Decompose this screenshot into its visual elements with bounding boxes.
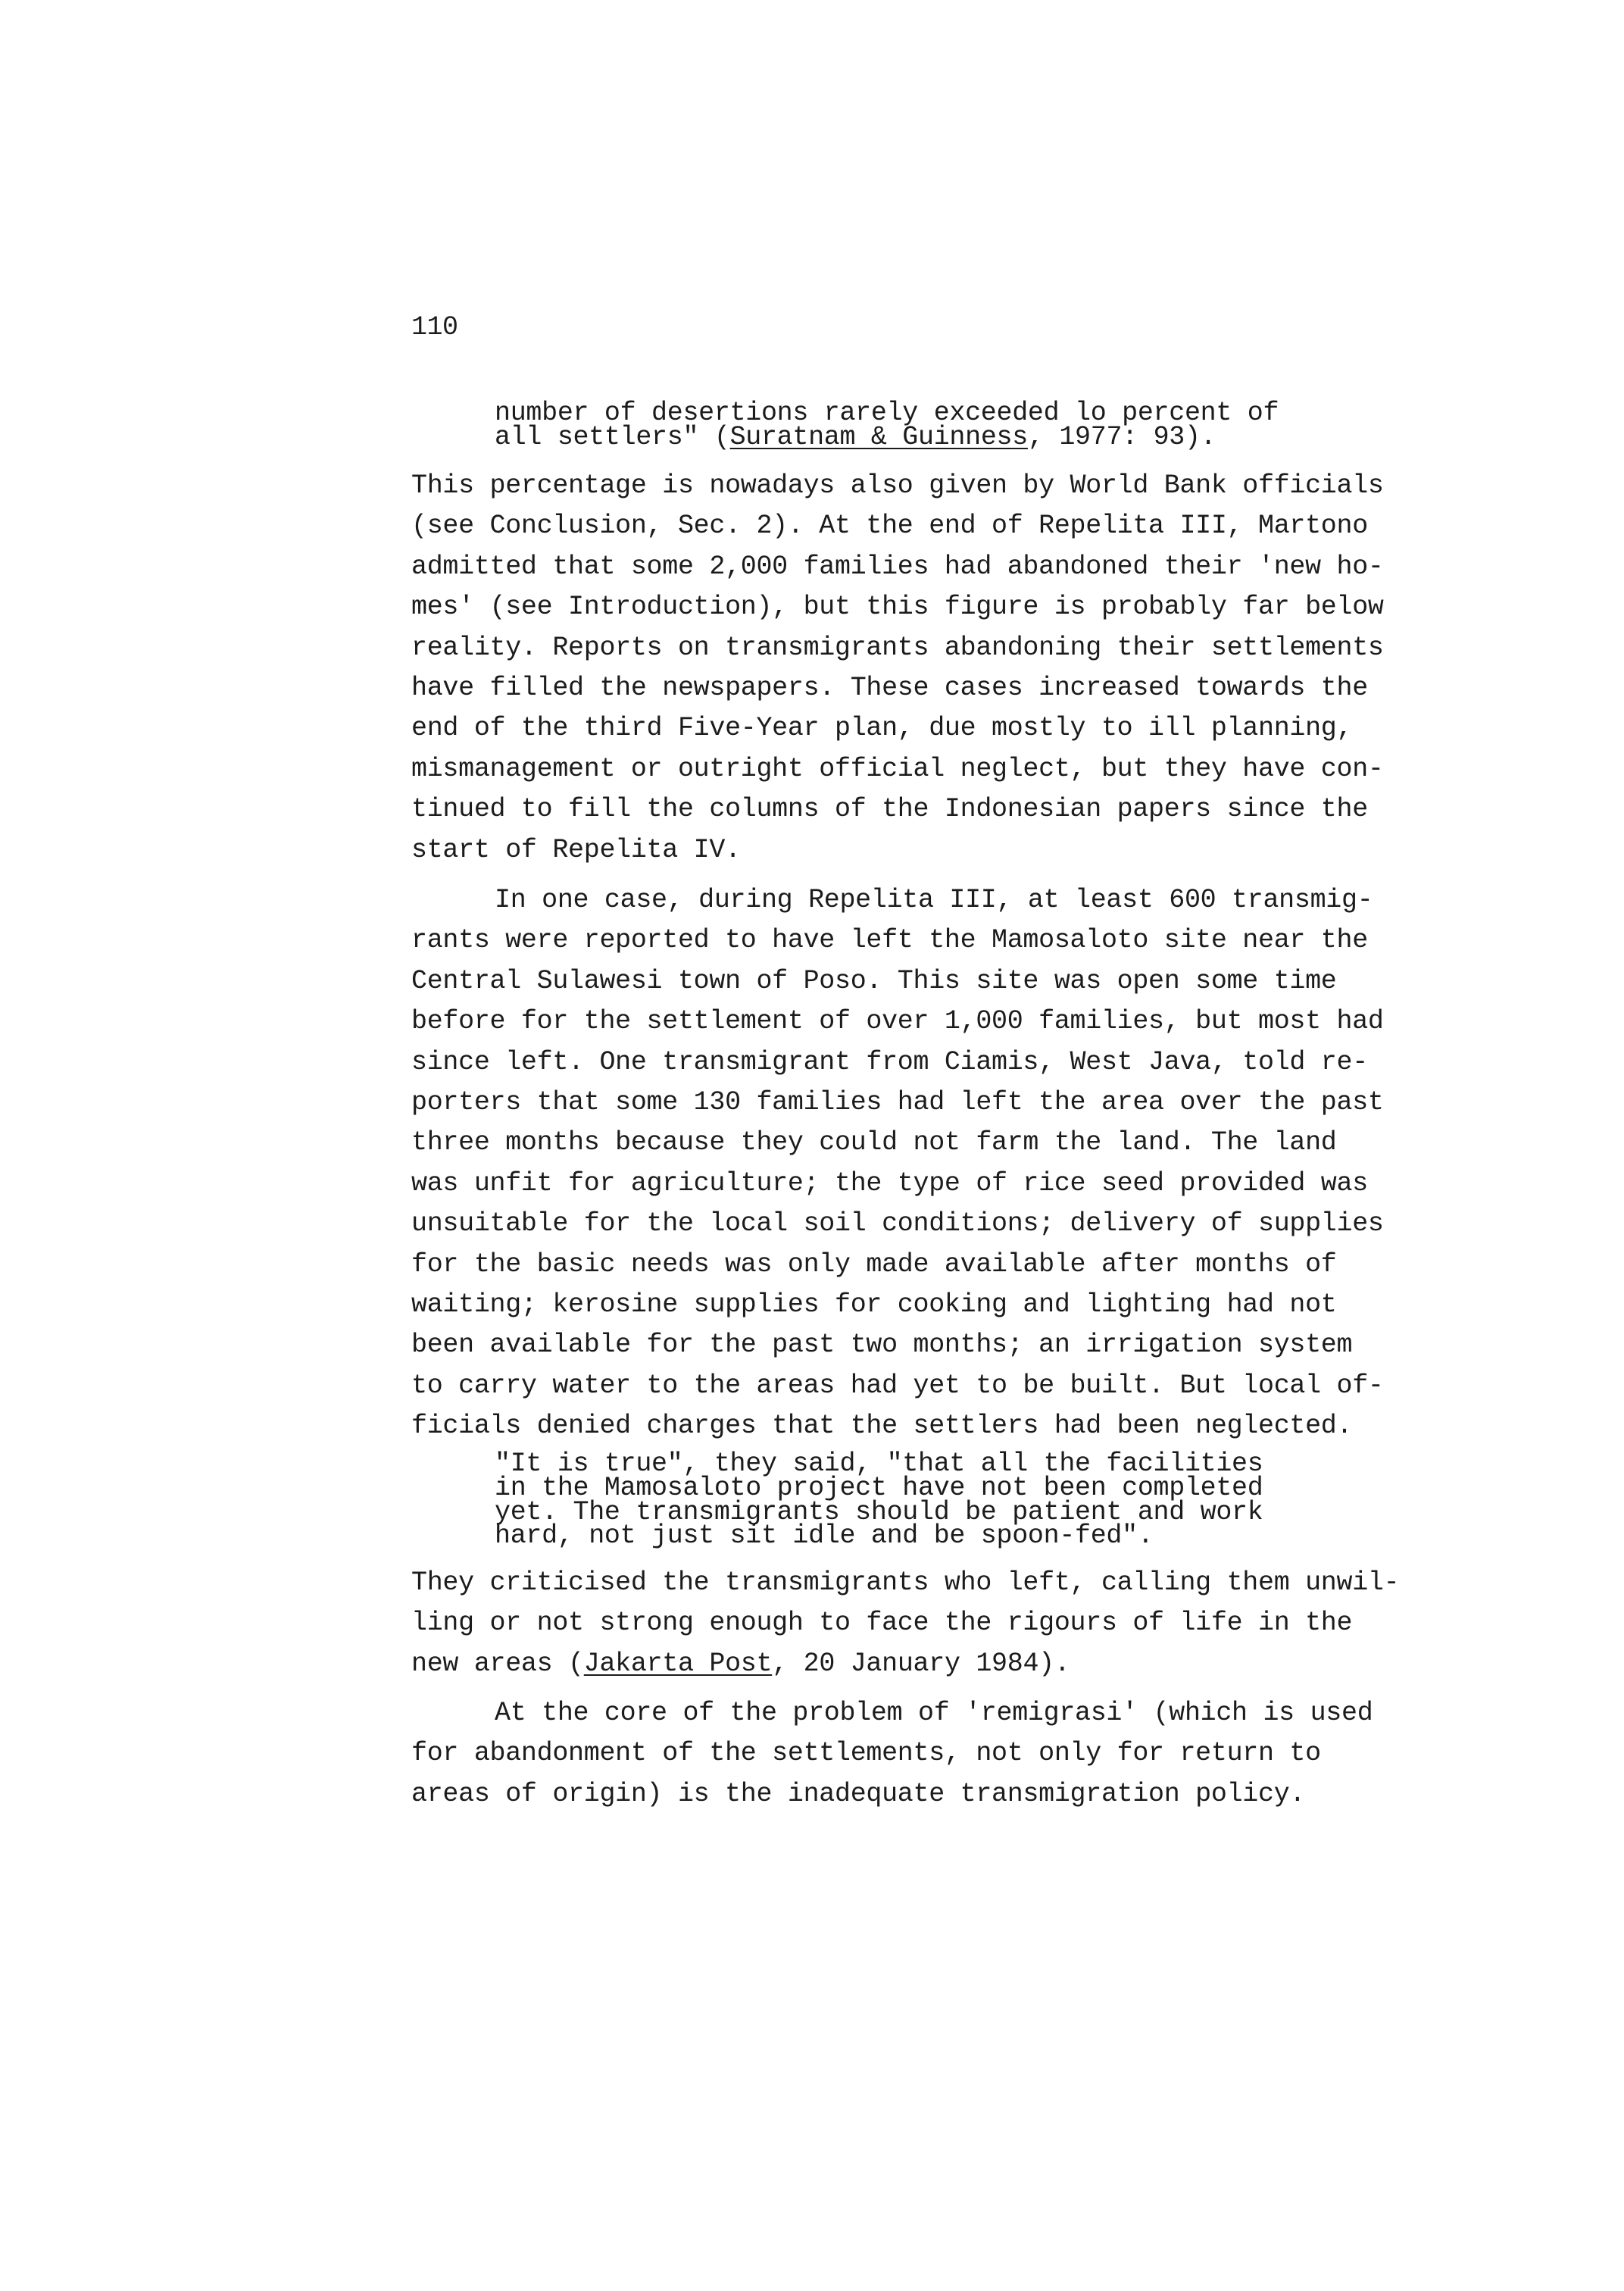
text-line: been available for the past two months; an irrigation system (411, 1330, 1353, 1361)
text-line: three months because they could not farm the land. The land (411, 1127, 1337, 1158)
quote-text: all settlers" ( (495, 421, 730, 452)
text-line: reality. Reports on transmigrants abandoning their settlements (411, 632, 1384, 663)
quote-line: hard, not just sit idle and be spoon-fed". (495, 1521, 1154, 1552)
text-line: unsuitable for the local soil conditions; delivery of supplies (411, 1208, 1384, 1239)
paragraph-4 (411, 1693, 1494, 1814)
text-line: rants were reported to have left the Mamosaloto site near the (411, 925, 1368, 956)
text-line: since left. One transmigrant from Ciamis, West Java, told re- (411, 1046, 1368, 1077)
body-text: , 20 January 1984). (772, 1648, 1070, 1679)
quote-text: , 1977: 93). (1027, 421, 1216, 452)
text-line: In one case, during Repelita III, at least 600 transmig- (495, 885, 1373, 915)
text-line: have filled the newspapers. These cases increased towards the (411, 672, 1368, 703)
text-line: before for the settlement of over 1,000 families, but most had (411, 1006, 1384, 1037)
text-line: porters that some 130 families had left the area over the past (411, 1086, 1384, 1117)
quote-line: "It is true", they said, "that all the facilities (495, 1449, 1263, 1479)
text-line: (see Conclusion, Sec. 2). At the end of Repelita III, Martono (411, 511, 1368, 542)
body-text: new areas ( (411, 1648, 584, 1679)
text-line: admitted that some 2,000 families had abandoned their 'new ho- (411, 551, 1384, 582)
text-line: for the basic needs was only made available after months of (411, 1249, 1337, 1280)
citation-underlined: Jakarta Post (583, 1648, 773, 1679)
text-line: mes' (see Introduction), but this figure is probably far below (411, 592, 1384, 623)
quote-line: in the Mamosaloto project have not been completed (495, 1472, 1263, 1503)
page-number: 110 (411, 312, 458, 342)
text-line: ling or not strong enough to face the rigours of life in the (411, 1608, 1353, 1639)
text-line: to carry water to the areas had yet to be built. But local of- (411, 1370, 1384, 1401)
quote-line: number of desertions rarely exceeded lo percent of (495, 398, 1279, 428)
text-line: start of Repelita IV. (411, 834, 741, 865)
text-line: ficials denied charges that the settlers had been neglected. (411, 1411, 1353, 1442)
quote-line: yet. The transmigrants should be patient and work (495, 1496, 1263, 1527)
citation-underlined: Suratnam & Guinness (729, 421, 1028, 452)
block-quote-officials (411, 1449, 1494, 1552)
text-line: for abandonment of the settlements, not only for return to (411, 1738, 1321, 1769)
text-line: They criticised the transmigrants who left, calling them unwil- (411, 1567, 1400, 1598)
block-quote-suratnam (411, 398, 1494, 452)
text-line (411, 1644, 1494, 1684)
paragraph-3 (411, 1563, 1494, 1684)
text-line: mismanagement or outright official neglect, but they have con- (411, 753, 1384, 784)
text-line: waiting; kerosine supplies for cooking and lighting had not (411, 1289, 1337, 1320)
text-line: tinued to fill the columns of the Indonesian papers since the (411, 794, 1368, 825)
text-line: areas of origin) is the inadequate transmigration policy. (411, 1778, 1306, 1809)
text-line: This percentage is nowadays also given by World Bank officials (411, 470, 1384, 501)
text-line: was unfit for agriculture; the type of rice seed provided was (411, 1167, 1368, 1199)
quote-line (411, 421, 1494, 452)
paragraph-2 (411, 880, 1494, 1446)
text-line: Central Sulawesi town of Poso. This site was open some time (411, 965, 1337, 996)
text-line: end of the third Five-Year plan, due mostly to ill planning, (411, 713, 1353, 744)
paragraph-1 (411, 466, 1494, 870)
text-line: At the core of the problem of 'remigrasi' (which is used (495, 1698, 1373, 1728)
